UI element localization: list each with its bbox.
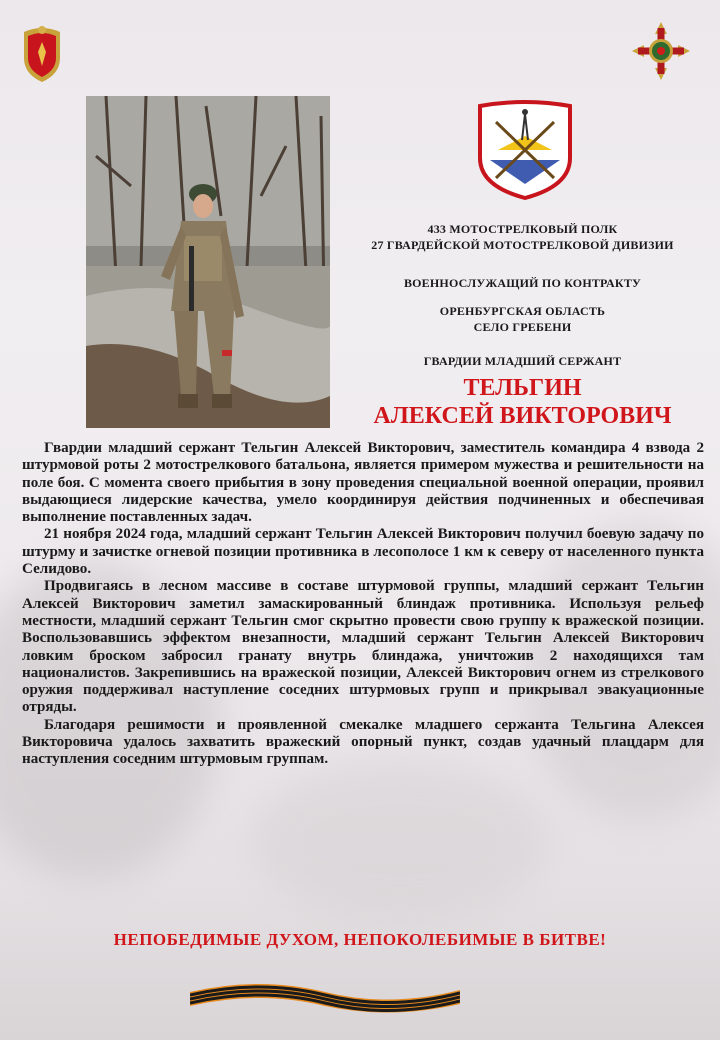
heraldic-shield-emblem — [18, 22, 66, 84]
biography-text — [22, 440, 704, 769]
order-cross-emblem — [630, 20, 692, 82]
bio-paragraph: Гвардии младший сержант Тельгин Алексей Викторович, заместитель командира 4 взвода 2 штурмовой роты 2 мотострелкового батальона, является примером мужества и решительности на поле боя. С момента своего прибытия в зону проведения специальной военной операции, проявил выдающиеся лидерские качества, умело координируя действия подчиненных и обеспечивая выполнение поставленных задач. — [22, 440, 704, 526]
service-type: ВОЕННОСЛУЖАЩИЙ ПО КОНТРАКТУ — [403, 276, 642, 290]
background-haze — [250, 760, 550, 920]
st-george-ribbon — [190, 972, 460, 1018]
unit-line-2: 27 ГВАРДЕЙСКОЙ МОТОСТРЕЛКОВОЙ ДИВИЗИИ — [371, 238, 674, 252]
unit-line-1: 433 МОТОСТРЕЛКОВЫЙ ПОЛК — [427, 222, 618, 236]
bio-paragraph: 21 ноября 2024 года, младший сержант Тельгин Алексей Викторович получил боевую задачу по штурму и зачистке огневой позиции противника в лесополосе 1 км к северу от населенного пункта Селидово. — [22, 526, 704, 578]
motto: НЕПОБЕДИМЫЕ ДУХОМ, НЕПОКОЛЕБИМЫЕ В БИТВЕ! — [113, 930, 607, 949]
rank: ГВАРДИИ МЛАДШИЙ СЕРЖАНТ — [423, 354, 622, 368]
bio-paragraph: Продвигаясь в лесном массиве в составе штурмовой группы, младший сержант Тельгин Алексей Викторович заметил замаскированный блиндаж противника. Используя рельеф местности, младший сержант Тельгин смог скрытно провести свою группу к вражеской позиции. Воспользовавшись эффектом внезапности, младший сержант Тельгин Алексей Викторович ловким броском забросил гранату внутрь блиндажа, уничтожив 2 находящихся там националистов. Закрепившись на вражеской позиции, Алексей Викторович огнем из стрелкового оружия поддерживал наступление соседних штурмовых групп и прикрывал эвакуационные отряды. — [22, 578, 704, 716]
given-names: АЛЕКСЕЙ ВИКТОРОВИЧ — [373, 403, 672, 429]
regiment-shield-emblem — [476, 100, 574, 200]
soldier-photo — [86, 96, 330, 428]
region: ОРЕНБУРГСКАЯ ОБЛАСТЬ — [439, 304, 606, 318]
village: СЕЛО ГРЕБЕНИ — [473, 320, 572, 334]
soldier-photo-illustration — [86, 96, 330, 428]
surname: ТЕЛЬГИН — [463, 375, 582, 401]
bio-paragraph: Благодаря решимости и проявленной смекалке младшего сержанта Тельгина Алексея Викторовича удалось захватить вражеский опорный пункт, создав удачный плацдарм для наступления соседним штурмовым группам. — [22, 716, 704, 768]
